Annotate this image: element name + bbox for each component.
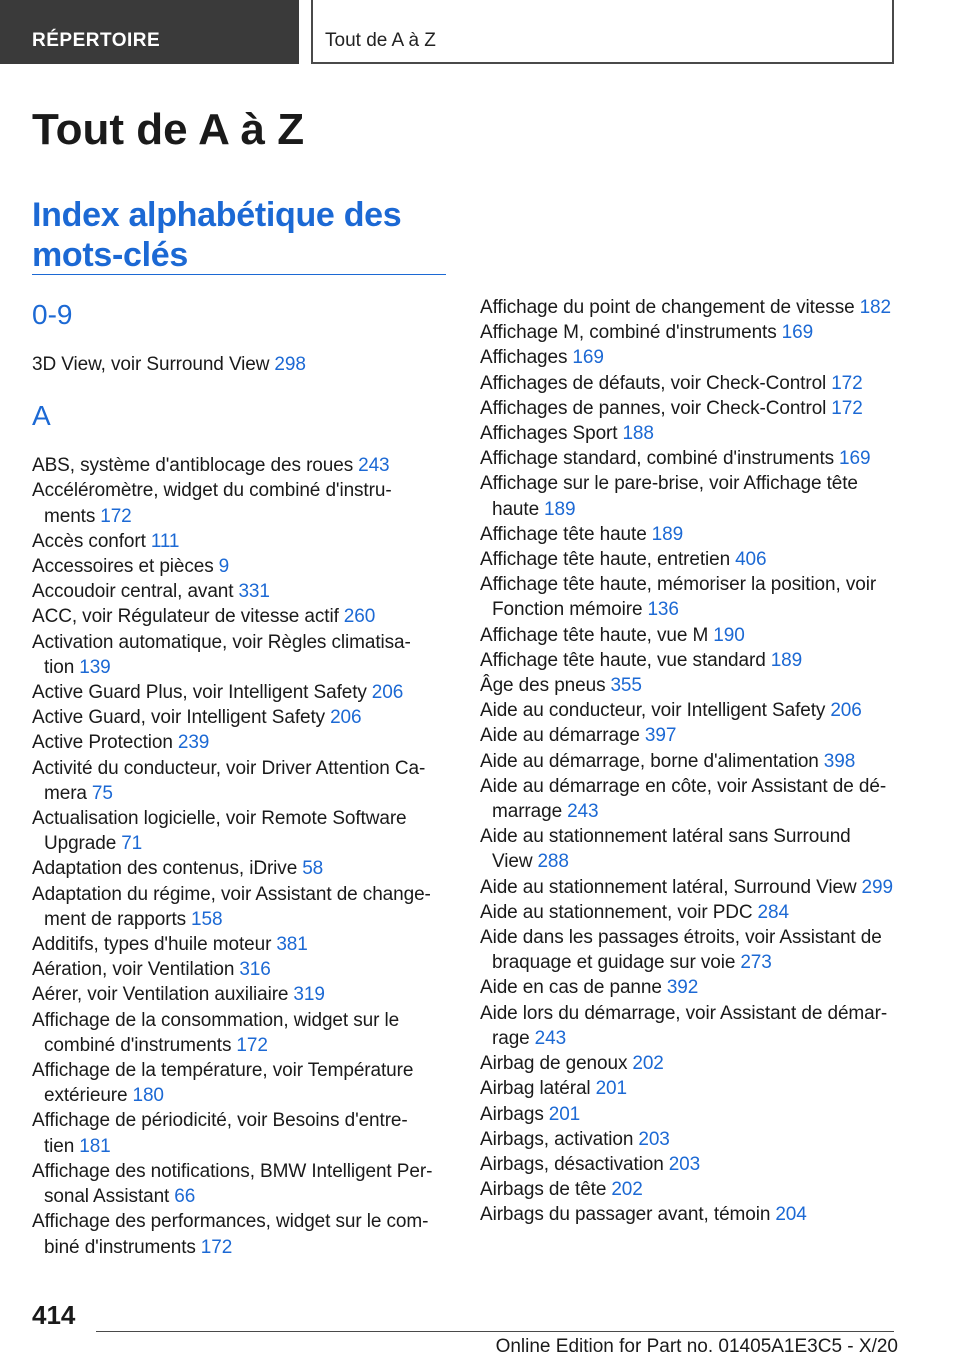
page-reference-link[interactable]: 172 bbox=[236, 1034, 268, 1056]
index-entry bbox=[480, 1102, 900, 1127]
index-entry bbox=[480, 749, 900, 774]
page-reference-link[interactable]: 239 bbox=[177, 732, 210, 754]
index-entry-text: Airbags, désactivation bbox=[480, 1153, 664, 1175]
index-entry bbox=[480, 1152, 900, 1177]
index-entry-text: Active Guard, voir Intelligent Safety bbox=[32, 707, 326, 729]
index-entry bbox=[480, 371, 900, 396]
index-entry-text: Accès confort bbox=[32, 530, 146, 552]
index-entry-text: Affichage tête haute, mémoriser la position, voir Fonction mémoire bbox=[480, 574, 877, 621]
index-entry bbox=[32, 730, 446, 755]
page-reference-link[interactable]: 172 bbox=[200, 1236, 233, 1258]
edition-footer: Online Edition for Part no. 01405A1E3C5 - X/20 bbox=[495, 1336, 898, 1357]
index-entry-text: Airbags, activation bbox=[480, 1128, 634, 1150]
index-entry-text: Affichages de pannes, voir Check-Control bbox=[480, 397, 827, 419]
index-entry-text: Aide au stationnement latéral, Surround View bbox=[480, 876, 857, 898]
page-reference-link[interactable]: 169 bbox=[781, 322, 814, 344]
index-entry bbox=[480, 975, 900, 1000]
index-entry-text: Affichage de la consommation, widget sur le combiné d'instruments bbox=[32, 1009, 400, 1056]
index-entry bbox=[480, 824, 900, 874]
index-entry bbox=[480, 1076, 900, 1101]
index-entry bbox=[32, 756, 446, 806]
index-entry-text: ACC, voir Régulateur de vitesse actif bbox=[32, 606, 339, 628]
index-entry-text: Airbags du passager avant, témoin bbox=[480, 1204, 771, 1226]
chapter-header-title: Tout de A à Z bbox=[325, 30, 436, 51]
index-entry bbox=[480, 723, 900, 748]
index-entry bbox=[480, 875, 900, 900]
index-entry bbox=[32, 579, 446, 604]
page-reference-link[interactable]: 260 bbox=[343, 606, 376, 628]
index-entry bbox=[480, 1051, 900, 1076]
index-entry bbox=[32, 856, 446, 881]
page-reference-link[interactable]: 284 bbox=[757, 901, 789, 923]
page-reference-link[interactable]: 58 bbox=[302, 858, 324, 880]
page-reference-link[interactable]: 172 bbox=[100, 505, 132, 527]
chapter-header bbox=[311, 0, 894, 64]
index-entry bbox=[32, 604, 446, 629]
index-entry-text: Aide au stationnement latéral sans Surround View bbox=[480, 826, 851, 873]
page-reference-link[interactable]: 381 bbox=[276, 934, 308, 956]
entry-list-0-9 bbox=[32, 352, 446, 377]
index-entry-text: Affichage de périodicité, voir Besoins d'entretien bbox=[32, 1110, 408, 1157]
page-reference-link[interactable]: 397 bbox=[644, 725, 677, 747]
page-reference-link[interactable]: 189 bbox=[651, 523, 684, 545]
page-reference-link[interactable]: 201 bbox=[548, 1103, 581, 1125]
page-reference-link[interactable]: 188 bbox=[622, 423, 654, 445]
index-entry-text: Affichage tête haute bbox=[480, 523, 647, 545]
index-entry-text: Active Guard Plus, voir Intelligent Safety bbox=[32, 682, 367, 704]
index-entry-text: Affichage standard, combiné d'instruments bbox=[480, 448, 835, 470]
index-entry-text: Adaptation du régime, voir Assistant de changement de rapports bbox=[32, 883, 431, 930]
index-entry bbox=[32, 932, 446, 957]
index-entry bbox=[32, 453, 446, 478]
index-entry-text: Affichage des notifications, BMW Intelligent Personal Assistant bbox=[32, 1160, 433, 1208]
index-entry-text: Aide en cas de panne bbox=[480, 977, 662, 999]
index-entry bbox=[32, 1058, 446, 1108]
index-entry bbox=[32, 1209, 446, 1259]
index-entry-text: Accoudoir central, avant bbox=[32, 581, 234, 603]
index-entry-text: Adaptation des contenus, iDrive bbox=[32, 858, 298, 880]
index-entry bbox=[480, 925, 900, 975]
page-reference-link[interactable]: 139 bbox=[79, 656, 111, 678]
index-entry-text: Accéléromètre, widget du combiné d'instruments bbox=[32, 480, 392, 527]
index-entry bbox=[32, 478, 446, 528]
index-entry bbox=[480, 648, 900, 673]
page-reference-link[interactable]: 181 bbox=[79, 1135, 111, 1157]
index-entry bbox=[480, 572, 900, 622]
index-entry bbox=[480, 673, 900, 698]
index-entry bbox=[32, 554, 446, 579]
index-entry-text: Affichage tête haute, entretien bbox=[480, 549, 731, 571]
index-entry-text: Affichages Sport bbox=[480, 423, 618, 445]
section-tab-label: RÉPERTOIRE bbox=[32, 30, 161, 51]
subtitle-underline bbox=[32, 274, 446, 275]
page-reference-link[interactable]: 203 bbox=[668, 1153, 701, 1175]
index-entry bbox=[32, 882, 446, 932]
section-tab bbox=[0, 0, 299, 64]
entry-list-a bbox=[32, 453, 446, 1260]
page-reference-link[interactable]: 202 bbox=[611, 1179, 643, 1201]
index-entry-text: Aide au conducteur, voir Intelligent Safety bbox=[480, 700, 826, 722]
page-reference-link[interactable]: 206 bbox=[371, 682, 404, 704]
index-entry-text: Aide au démarrage, borne d'alimentation bbox=[480, 750, 819, 772]
page-reference-link[interactable]: 71 bbox=[121, 833, 143, 855]
index-entry-text: Affichage M, combiné d'instruments bbox=[480, 322, 777, 344]
page-reference-link[interactable]: 180 bbox=[132, 1085, 164, 1107]
page-reference-link[interactable]: 201 bbox=[595, 1078, 627, 1100]
page-reference-link[interactable]: 406 bbox=[735, 549, 767, 571]
page-reference-link[interactable]: 169 bbox=[572, 347, 604, 369]
index-column-right bbox=[480, 295, 900, 1228]
page-reference-link[interactable]: 75 bbox=[91, 782, 113, 804]
page-reference-link[interactable]: 288 bbox=[537, 851, 569, 873]
index-entry-text: Airbags bbox=[480, 1103, 544, 1125]
index-entry bbox=[32, 705, 446, 730]
index-entry bbox=[32, 806, 446, 856]
page-reference-link[interactable]: 206 bbox=[330, 707, 362, 729]
index-entry bbox=[32, 1108, 446, 1158]
page-reference-link[interactable]: 189 bbox=[544, 498, 576, 520]
index-entry-text: Affichages bbox=[480, 347, 568, 369]
index-entry-text: Affichage tête haute, vue standard bbox=[480, 649, 766, 671]
index-entry-text: Aide lors du démarrage, voir Assistant de démarrage bbox=[480, 1002, 888, 1049]
index-entry bbox=[32, 982, 446, 1007]
index-entry bbox=[480, 698, 900, 723]
page-reference-link[interactable]: 9 bbox=[218, 556, 230, 578]
index-entry bbox=[480, 471, 900, 521]
page-reference-link[interactable]: 203 bbox=[638, 1128, 670, 1150]
index-entry bbox=[480, 446, 900, 471]
index-entry bbox=[480, 1001, 900, 1051]
index-entry-text: Actualisation logicielle, voir Remote Software Upgrade bbox=[32, 808, 407, 855]
index-entry-text: Affichage du point de changement de vitesse bbox=[480, 297, 855, 318]
page-reference-link[interactable]: 243 bbox=[567, 801, 599, 823]
index-column-left bbox=[32, 288, 446, 1260]
section-heading-a: A bbox=[32, 400, 51, 432]
index-entry bbox=[32, 957, 446, 982]
page-reference-link[interactable]: 355 bbox=[610, 675, 642, 697]
index-entry bbox=[32, 680, 446, 705]
index-entry-text: Affichage de la température, voir Température extérieure bbox=[32, 1060, 414, 1107]
index-entry-text: 3D View, voir Surround View bbox=[32, 354, 270, 375]
page-reference-link[interactable]: 136 bbox=[647, 599, 679, 621]
index-entry-text: Aide dans les passages étroits, voir Assistant de braquage et guidage sur voie bbox=[480, 927, 882, 974]
index-entry-text: ABS, système d'antiblocage des roues bbox=[32, 455, 354, 477]
index-entry bbox=[480, 774, 900, 824]
index-entry-text: Affichages de défauts, voir Check-Control bbox=[480, 372, 827, 394]
index-entry bbox=[480, 421, 900, 446]
page-number: 414 bbox=[32, 1300, 76, 1330]
index-entry-text: Airbags de tête bbox=[480, 1179, 607, 1201]
index-entry bbox=[32, 529, 446, 554]
page-reference-link[interactable]: 316 bbox=[239, 959, 271, 981]
page-reference-link[interactable]: 243 bbox=[534, 1027, 567, 1049]
page-reference-link[interactable]: 392 bbox=[666, 977, 699, 999]
page-reference-link[interactable]: 204 bbox=[775, 1204, 807, 1226]
index-entry-text: Activation automatique, voir Règles climatisation bbox=[32, 631, 411, 678]
page-reference-link[interactable]: 158 bbox=[191, 908, 223, 930]
index-entry-text: Aide au stationnement, voir PDC bbox=[480, 901, 753, 923]
index-entry-text: Aide au démarrage en côte, voir Assistant de démarrage bbox=[480, 775, 887, 823]
page-reference-link[interactable]: 189 bbox=[770, 649, 803, 671]
index-entry bbox=[32, 630, 446, 680]
page-reference-link[interactable]: 273 bbox=[740, 952, 772, 974]
page-reference-link[interactable]: 298 bbox=[274, 354, 306, 375]
page-reference-link[interactable]: 299 bbox=[861, 876, 893, 898]
index-entry bbox=[480, 1127, 900, 1152]
index-entry bbox=[480, 345, 900, 370]
page-reference-link[interactable]: 111 bbox=[150, 530, 180, 552]
page-reference-link[interactable]: 331 bbox=[238, 581, 270, 603]
page-reference-link[interactable]: 319 bbox=[293, 984, 325, 1006]
index-entry-text: Aération, voir Ventilation bbox=[32, 959, 235, 981]
index-entry-text: Aide au démarrage bbox=[480, 725, 640, 747]
page-reference-link[interactable]: 206 bbox=[830, 700, 862, 722]
page-reference-link[interactable]: 172 bbox=[831, 372, 863, 394]
index-entry-text: Affichage tête haute, vue M bbox=[480, 624, 709, 646]
page-reference-link[interactable]: 202 bbox=[632, 1053, 664, 1075]
index-entry-text: Active Protection bbox=[32, 732, 173, 754]
index-entry bbox=[480, 623, 900, 648]
index-entry bbox=[480, 396, 900, 421]
page-reference-link[interactable]: 398 bbox=[823, 750, 856, 772]
index-entry-text: Airbag latéral bbox=[480, 1078, 591, 1100]
index-entry bbox=[480, 547, 900, 572]
index-entry bbox=[480, 1177, 900, 1202]
page-title: Tout de A à Z bbox=[32, 105, 305, 154]
index-entry bbox=[480, 295, 900, 320]
index-entry-text: Additifs, types d'huile moteur bbox=[32, 934, 272, 956]
index-entry-text: Accessoires et pièces bbox=[32, 556, 214, 578]
index-entry bbox=[480, 320, 900, 345]
footer-rule bbox=[96, 1331, 894, 1332]
page-reference-link[interactable]: 243 bbox=[358, 455, 390, 477]
index-entry-text: Âge des pneus bbox=[480, 675, 606, 697]
page-reference-link[interactable]: 169 bbox=[839, 448, 871, 470]
section-heading-0-9: 0-9 bbox=[32, 299, 73, 330]
index-entry-text: Aérer, voir Ventilation auxiliaire bbox=[32, 984, 289, 1006]
index-entry-text: Airbag de genoux bbox=[480, 1053, 628, 1075]
index-entry-text: Activité du conducteur, voir Driver Attention Camera bbox=[32, 757, 426, 804]
entry-list-a-continued bbox=[480, 295, 900, 1228]
page-reference-link[interactable]: 190 bbox=[713, 624, 745, 646]
index-entry bbox=[480, 1202, 900, 1227]
page-reference-link[interactable]: 182 bbox=[859, 297, 891, 318]
index-subtitle: Index alphabétique des mots-clés bbox=[32, 196, 402, 274]
index-entry bbox=[32, 352, 446, 377]
index-entry bbox=[480, 522, 900, 547]
page-reference-link[interactable]: 66 bbox=[174, 1186, 196, 1208]
index-entry-text: Affichage sur le pare-brise, voir Affichage tête haute bbox=[480, 473, 858, 520]
page-reference-link[interactable]: 172 bbox=[831, 397, 863, 419]
index-entry bbox=[480, 900, 900, 925]
index-entry bbox=[32, 1008, 446, 1058]
index-entry-text: Affichage des performances, widget sur le combiné d'instruments bbox=[32, 1211, 429, 1258]
index-entry bbox=[32, 1159, 446, 1209]
